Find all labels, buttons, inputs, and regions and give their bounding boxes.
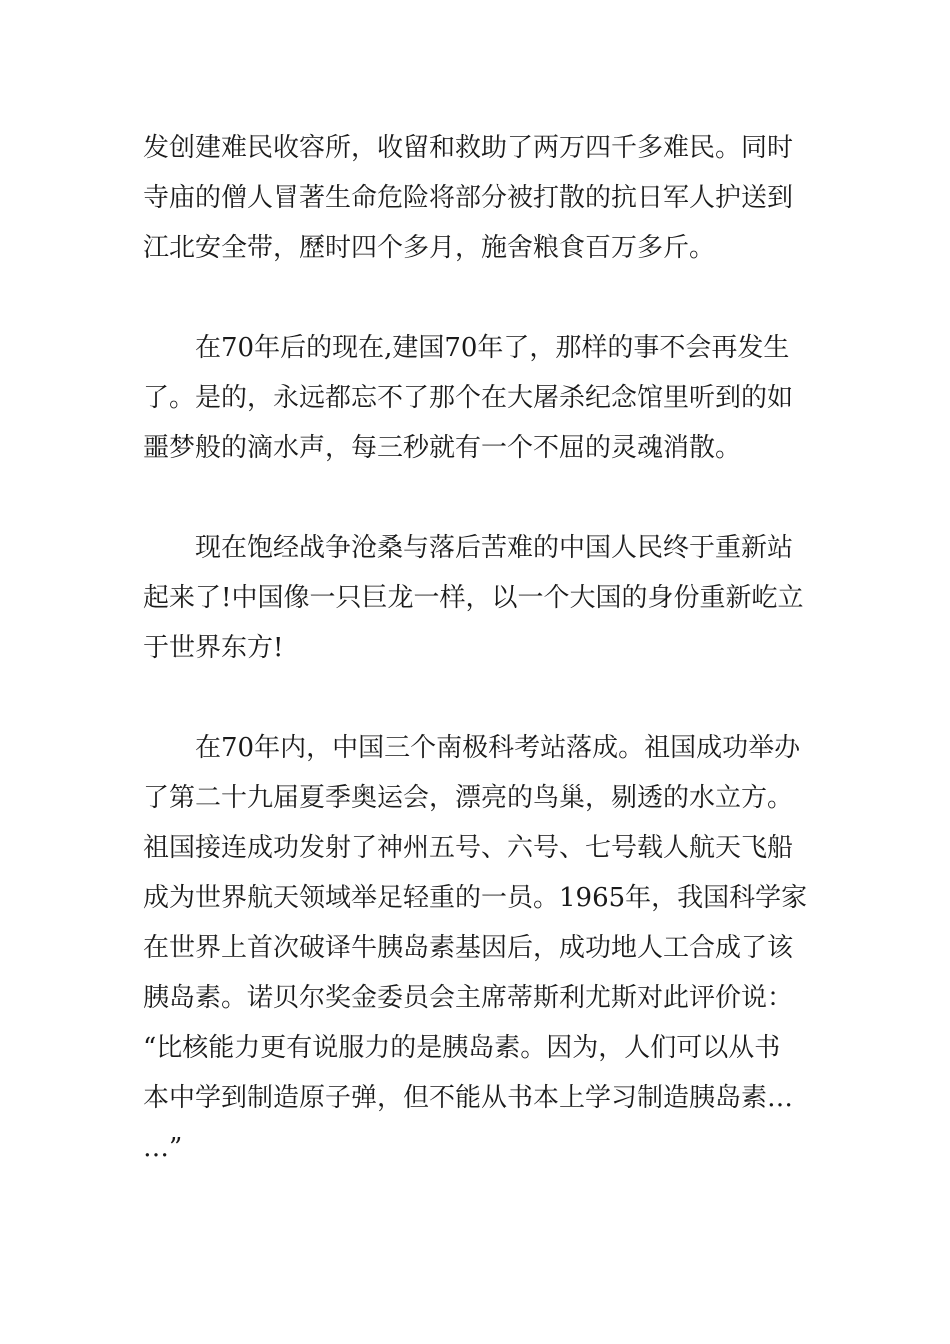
- text-line: 于世界东方!: [143, 633, 284, 663]
- text-line: 江北安全带，歷时四个多月，施舍粮食百万多斤。: [143, 233, 716, 263]
- text-line: 现在饱经战争沧桑与落后苦难的中国人民终于重新站: [143, 533, 794, 563]
- text-line: 了。是的，永远都忘不了那个在大屠杀纪念馆里听到的如: [143, 383, 794, 413]
- text-line: 胰岛素。诺贝尔奖金委员会主席蒂斯利尤斯对此评价说：: [143, 983, 794, 1013]
- text-line: 祖国接连成功发射了神州五号、六号、七号载人航天飞船: [143, 833, 794, 863]
- text-line: 噩梦般的滴水声，每三秒就有一个不屈的灵魂消散。: [143, 433, 742, 463]
- text-line: 本中学到制造原子弹，但不能从书本上学习制造胰岛素…: [143, 1083, 794, 1113]
- text-line: 成为世界航天领域举足轻重的一员。1965年，我国科学家: [143, 883, 808, 913]
- text-line: 在70年后的现在,建国70年了，那样的事不会再发生: [143, 333, 790, 363]
- text-line: 起来了!中国像一只巨龙一样，以一个大国的身份重新屹立: [143, 583, 804, 613]
- text-line: 在世界上首次破译牛胰岛素基因后，成功地人工合成了该: [143, 933, 794, 963]
- text-line: 在70年内，中国三个南极科考站落成。祖国成功举办: [143, 733, 801, 763]
- text-line: 了第二十九届夏季奥运会，漂亮的鸟巢，剔透的水立方。: [143, 783, 794, 813]
- text-line: 发创建难民收容所，收留和救助了两万四千多难民。同时: [143, 133, 794, 163]
- text-line: …”: [143, 1133, 183, 1163]
- text-line: 寺庙的僧人冒著生命危险将部分被打散的抗日军人护送到: [143, 183, 794, 213]
- text-line: “比核能力更有说服力的是胰岛素。因为，人们可以从书: [143, 1033, 781, 1063]
